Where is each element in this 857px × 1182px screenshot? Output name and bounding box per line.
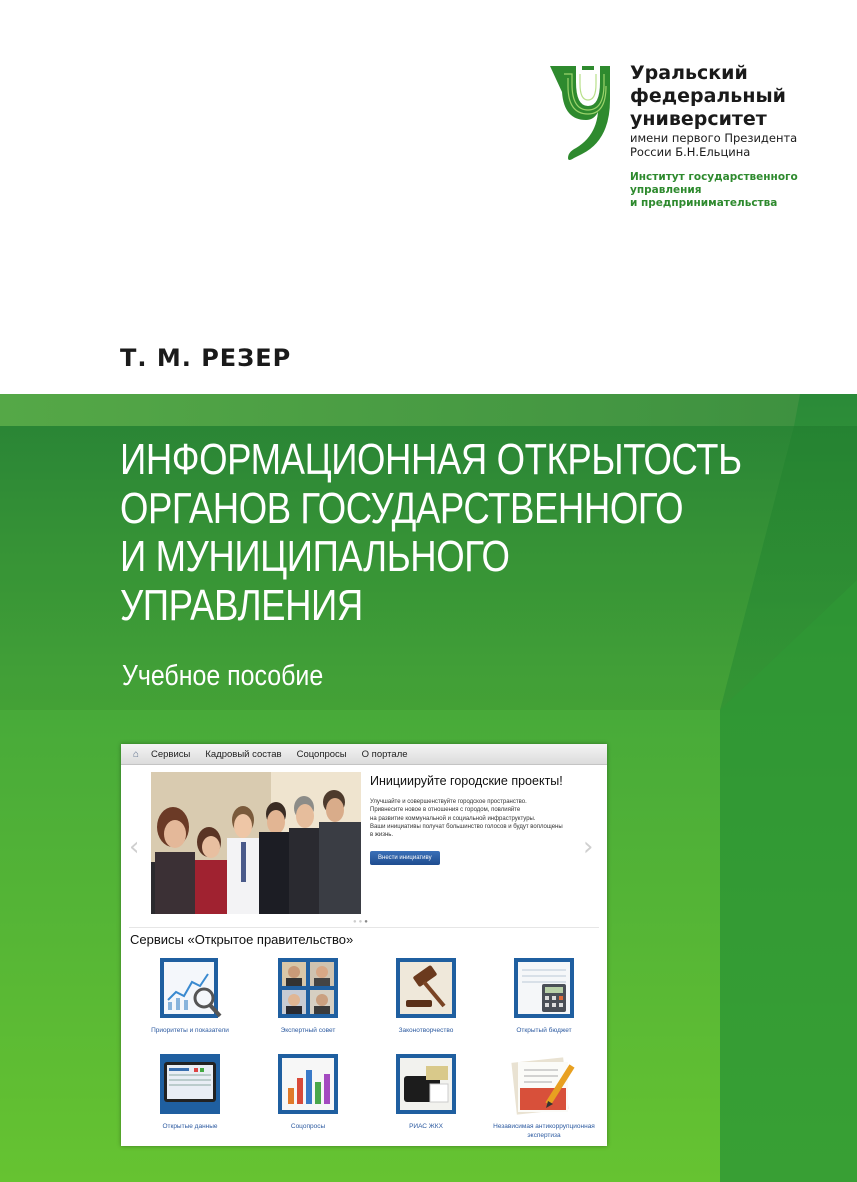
service-anticorruption[interactable] (485, 1048, 603, 1140)
hero-body-line: на развитие коммунальной и социальной инфраструктуры. (370, 815, 536, 822)
nav-item-services[interactable]: Сервисы (151, 748, 191, 760)
portal-screenshot (121, 744, 607, 1146)
logo-line1: Уральский (630, 62, 748, 84)
service-polls[interactable] (249, 1048, 367, 1132)
service-open-data[interactable] (131, 1048, 249, 1132)
logo-line4: имени первого Президента (630, 131, 798, 145)
hero-body-line: Улучшайте и совершенствуйте городское пространство. (370, 799, 527, 805)
title-line2: ОРГАНОВ ГОСУДАРСТВЕННОГО (120, 483, 684, 533)
divider (129, 927, 599, 928)
bar-chart-icon (272, 1048, 344, 1120)
book-title (120, 436, 742, 630)
author-name: Т. М. РЕЗЕР (120, 344, 292, 372)
tablet-data-icon (154, 1048, 226, 1120)
institute-line2: управления (630, 184, 702, 196)
hero-body-line: Ваши инициативы получат большинство голосов и будут воплощены (370, 823, 563, 830)
title-line3: И МУНИЦИПАЛЬНОГО (120, 532, 510, 581)
wallet-icon (390, 1048, 462, 1120)
hero-title: Инициируйте городские проекты! (370, 774, 563, 788)
title-line4: УПРАВЛЕНИЯ (120, 580, 363, 630)
hero-text-block (370, 774, 595, 865)
book-subtitle: Учебное пособие (122, 660, 324, 692)
service-lawmaking[interactable] (367, 952, 485, 1036)
submit-initiative-button[interactable]: Внести инициативу (370, 851, 440, 865)
calculator-icon (508, 952, 580, 1024)
nav-item-staff[interactable]: Кадровый состав (205, 748, 282, 760)
home-icon[interactable]: ⌂ (132, 748, 140, 760)
service-label: Соцопросы (290, 1123, 326, 1130)
services-title: Сервисы «Открытое правительство» (130, 932, 354, 947)
hero-photo (151, 772, 361, 914)
institute-line1: Институт государственного (630, 171, 798, 183)
logo-line5: России Б.Н.Ельцина (630, 145, 751, 159)
charts-magnifier-icon (154, 952, 226, 1024)
carousel-prev-icon[interactable]: ‹ (129, 832, 140, 862)
gavel-icon (390, 952, 462, 1024)
service-priorities[interactable] (131, 952, 249, 1036)
expert-photos-icon (272, 952, 344, 1024)
service-label: Законотворчество (398, 1027, 454, 1034)
institute-line3: и предпринимательства (630, 197, 778, 209)
urfu-logo-icon (548, 62, 623, 162)
service-label: Приоритеты и показатели (151, 1027, 229, 1034)
carousel-dots[interactable]: ●●● (353, 919, 370, 925)
nav-item-about[interactable]: О портале (361, 748, 408, 760)
service-open-budget[interactable] (485, 952, 603, 1036)
hero-body-line: Привнесите новое в отношения с городом, повлияйте (370, 807, 521, 814)
logo-line2: федеральный (630, 85, 786, 107)
service-label: РИАС ЖКХ (409, 1123, 443, 1130)
title-line1: ИНФОРМАЦИОННАЯ ОТКРЫТОСТЬ (120, 435, 742, 484)
university-logo (548, 62, 848, 212)
service-label: Независимая антикоррупционная экспертиза (493, 1123, 595, 1139)
service-label: Открытый бюджет (516, 1027, 572, 1034)
hero-body-line: в жизнь. (370, 832, 394, 839)
carousel-next-icon[interactable]: › (583, 832, 594, 862)
logo-line3: университет (630, 108, 767, 130)
service-rias-housing[interactable] (367, 1048, 485, 1132)
hero-body (370, 798, 595, 839)
service-expert-council[interactable] (249, 952, 367, 1036)
portal-nav (121, 744, 607, 765)
service-label: Открытые данные (162, 1123, 218, 1130)
service-label: Экспертный совет (280, 1027, 336, 1034)
nav-item-polls[interactable]: Соцопросы (296, 748, 347, 760)
pen-document-icon (508, 1048, 580, 1120)
